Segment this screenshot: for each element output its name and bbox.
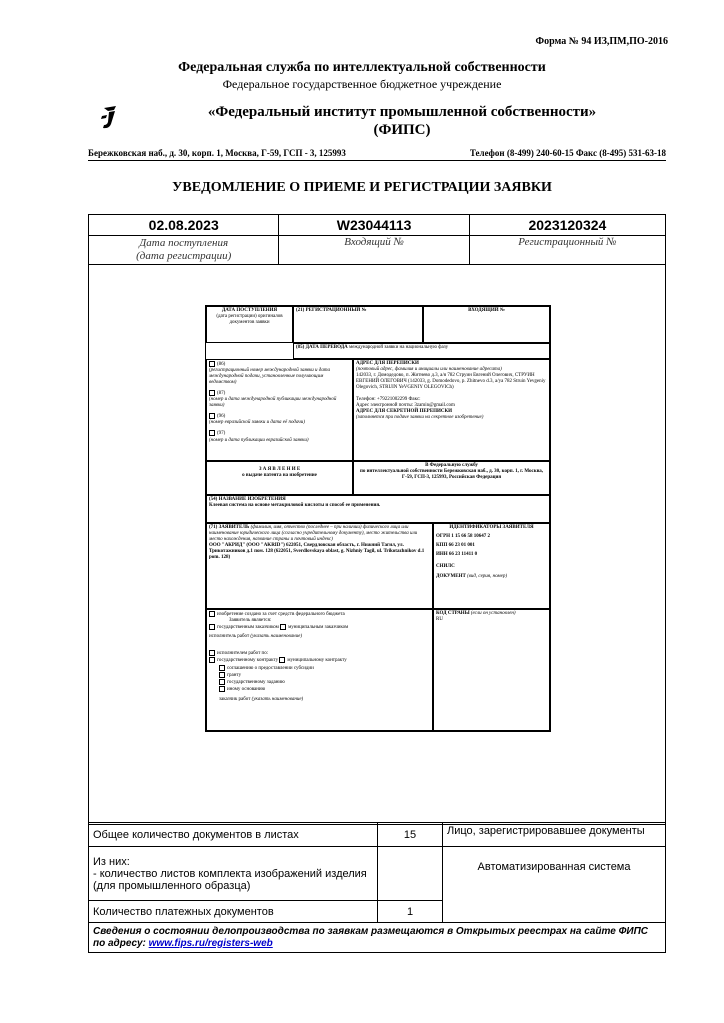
f87-label: (87) (217, 391, 226, 397)
fund-contractor-sub: (указать наименование) (250, 634, 302, 640)
registry-note (89, 923, 666, 953)
form-recipient-cell (353, 461, 550, 495)
notice-title: УВЕДОМЛЕНИЕ О ПРИЕМЕ И РЕГИСТРАЦИИ ЗАЯВКИ (172, 180, 552, 195)
secret-sub: (заполняется при подаче заявки на секретное изобретение) (356, 415, 484, 420)
doc-label: ДОКУМЕНТ (436, 574, 466, 579)
country-value: RU (436, 617, 443, 622)
form-date-header: ДАТА ПОСТУПЛЕНИЯ (221, 308, 278, 313)
form-country-cell (433, 609, 550, 731)
form-date-sub: (дата регистрации) оригиналов документов заявки (216, 314, 283, 325)
receipt-date-value: 02.08.2023 (89, 215, 279, 236)
applicant-sub: (фамилия, имя, отчество (последнее – при наличии) физического лица или наименование юридического лица (согласно учредительному документу), место жительства или место нахождения, название страны и почтовый индекс) (209, 525, 418, 542)
checkbox-grant[interactable] (219, 672, 225, 678)
form-statement-cell (206, 461, 353, 495)
sheets-value (378, 847, 443, 901)
f96-label: (96) (217, 414, 226, 420)
fund-subsidy: соглашению о предоставлении субсидии (227, 665, 314, 671)
form-translation-header: (85) ДАТА ПЕРЕВОДА (296, 345, 348, 350)
registration-number-label: Регистрационный № (469, 236, 665, 265)
form-date-cell (206, 306, 293, 343)
fund-municipal-customer: муниципальным заказчиком (288, 625, 349, 631)
of-them-label: Из них: (93, 855, 130, 868)
form-identifiers-cell (433, 523, 550, 609)
kpp: КПП 66 23 01 001 (436, 543, 475, 548)
registrar-label: Лицо, зарегистрировавшее документы (443, 823, 666, 847)
recipient-header: В Федеральную службу (425, 463, 478, 468)
receipt-date-label (89, 236, 279, 265)
summary-table (88, 822, 666, 953)
agency-name: Федеральная служба по интеллектуальной собственности (178, 60, 546, 75)
institute-abbr: (ФИПС) (373, 122, 431, 138)
fund-applicant-is: Заявитель является: (229, 618, 272, 624)
registration-table (88, 214, 666, 265)
registry-link[interactable]: www.fips.ru/registers-web (148, 937, 273, 949)
country-header: КОД СТРАНЫ (436, 611, 470, 616)
fund-customer: заказчик работ (219, 697, 251, 703)
fund-federal: изобретение создано за счет средств федерального бюджета (217, 612, 345, 618)
form-correspondence-cell (353, 359, 550, 461)
form-title-cell (206, 495, 550, 523)
form-translation-sub: международной заявки на национальную фазу (349, 345, 449, 350)
f96-sub: (номер евразийской заявки и дата её подачи) (209, 420, 305, 426)
agency-type: Федеральное государственное бюджетное учреждение (222, 77, 502, 91)
sheets-sub: (для промышленного образца) (93, 879, 251, 892)
form-translation-cell (293, 343, 550, 359)
snils: СНИЛС (436, 564, 455, 569)
header-divider (88, 160, 666, 161)
corr-text: 142033, г. Домодедово, п. Житнево д.3, а/я 782 Струин Евгений Олегович, СТРУИН ЕВГЕНИЙ ОЛЕГОВИЧ (142033, g. Domodedovo, p. Zhitnevo d.3, a/ya 782 Struin Yevgeniy Olegovich, STRUIN YeVGENIY OLEGOVICh) (356, 373, 546, 390)
secret-header: АДРЕС ДЛЯ СЕКРЕТНОЙ ПЕРЕПИСКИ (356, 409, 453, 414)
form-funding-cell (206, 609, 433, 731)
fund-grant: гранту (227, 672, 242, 678)
fund-state-task: государственному заданию (227, 679, 285, 685)
checkbox-state-contract[interactable] (209, 657, 215, 663)
corr-phone: Телефон: +79221002299 Факс: (356, 397, 421, 402)
invention-title: Клеевая система на основе метакриловой кислоты и способ ее применения. (209, 503, 381, 508)
checkbox-87[interactable] (209, 390, 215, 396)
fund-municipal-contract: муниципальному контракту (287, 658, 347, 664)
checkbox-contractor[interactable] (209, 650, 215, 656)
fund-customer-sub: (указать наименование) (251, 697, 304, 703)
docs-count-value: 15 (378, 823, 443, 847)
institute-title (80, 103, 724, 139)
form-incoming-cell: ВХОДЯЩИЙ № (423, 306, 550, 343)
f97-label: (97) (217, 431, 226, 437)
incoming-number-label: Входящий № (279, 236, 469, 265)
checkbox-municipal-customer[interactable] (280, 624, 286, 630)
statement-header: З А Я В Л Е Н И Е (258, 467, 301, 472)
fund-state-customer: государственным заказчиком (217, 625, 279, 631)
docs-count-label: Общее количество документов в листах (89, 823, 378, 847)
form-number: Форма № 94 ИЗ,ПМ,ПО-2016 (535, 36, 668, 47)
fund-contractor: исполнитель работ (209, 634, 250, 640)
invention-title-header: (54) НАЗВАНИЕ ИЗОБРЕТЕНИЯ (209, 497, 286, 502)
registration-number-value: 2023120324 (469, 215, 665, 236)
checkbox-municipal-contract[interactable] (279, 657, 285, 663)
checkbox-state-customer[interactable] (209, 624, 215, 630)
application-form-scan (205, 305, 551, 732)
incoming-number-value: W23044113 (279, 215, 469, 236)
payments-label: Количество платежных документов (89, 901, 378, 923)
applicant-header: (71) ЗАЯВИТЕЛЬ (209, 525, 250, 530)
f86-sub: (регистрационный номер международной заявки и дата международной подачи, установленные получающим ведомством) (209, 368, 330, 386)
fund-contractor-by: исполнителем работ по: (217, 651, 269, 657)
f97-sub: (номер и дата публикации евразийской заявки) (209, 437, 309, 443)
f86-label: (86) (217, 362, 226, 368)
inn: ИНН 66 23 11411 0 (436, 552, 478, 557)
receipt-date-label-line1: Дата поступления (139, 237, 229, 249)
checkbox-86[interactable] (209, 361, 215, 367)
checkbox-97[interactable] (209, 430, 215, 436)
recipient-text: по интеллектуальной собственности Бережковская наб., д. 30, корп. 1, г. Москва, Г-59, ГСП-3, 125993, Российская Федерация (359, 469, 544, 480)
checkbox-other[interactable] (219, 686, 225, 692)
statement-sub: о выдаче патента на изобретение (242, 473, 317, 478)
form-applicant-cell (206, 523, 433, 609)
fund-other: иному основанию (227, 687, 266, 693)
institute-phones: Телефон (8-499) 240-60-15 Факс (8-495) 531-63-18 (469, 148, 666, 158)
registrar-value: Автоматизированная система (443, 847, 666, 923)
fund-state-contract: государственному контракту (217, 658, 279, 664)
checkbox-96[interactable] (209, 413, 215, 419)
institute-address: Бережковская наб., д. 30, корп. 1, Москва, Г-59, ГСП - 3, 125993 (88, 148, 346, 158)
form-reg-cell: (21) РЕГИСТРАЦИОННЫЙ № (293, 306, 423, 343)
checkbox-subsidy[interactable] (219, 665, 225, 671)
institute-name: «Федеральный институт промышленной собственности» (207, 104, 597, 120)
country-sub: (если он установлен) (470, 611, 516, 616)
ogrn: ОГРН 1 15 66 58 10647 2 (436, 534, 491, 539)
checkbox-state-task[interactable] (219, 679, 225, 685)
applicant-text: ООО "АКРИД" (ООО "AKRID") 622051, Свердловская область, г. Нижний Тагил, ул. Трикотажников д.1 пом. 128 (622051, Sverdlovskaya oblast, g. Nizhniy Tagil, ul. Trikotazhnikov d.1 pom. 128) (209, 543, 425, 560)
corr-email: Адрес электронной почты: 3zamin@gmail.com (356, 403, 455, 408)
doc-sub: (вид, серия, номер) (467, 574, 507, 579)
registry-note-text: Сведения о состоянии делопроизводства по заявкам размещаются в Открытых реестрах на сайте ФИПС по адресу: (93, 925, 648, 949)
receipt-date-label-line2: (дата регистрации) (136, 250, 232, 262)
corr-header: АДРЕС ДЛЯ ПЕРЕПИСКИ (356, 361, 419, 366)
sheets-cell (89, 847, 378, 901)
payments-value: 1 (378, 901, 443, 923)
id-header: ИДЕНТИФИКАТОРЫ ЗАЯВИТЕЛЯ (449, 525, 534, 530)
sheets-label: - количество листов комплекта изображений изделия (93, 867, 367, 880)
f87-sub: (номер и дата международной публикации международной заявки) (209, 397, 337, 409)
form-intl-cell (206, 359, 353, 461)
checkbox-federal-budget[interactable] (209, 611, 215, 617)
corr-sub: (почтовый адрес, фамилия и инициалы или наименование адресата) (356, 367, 502, 372)
